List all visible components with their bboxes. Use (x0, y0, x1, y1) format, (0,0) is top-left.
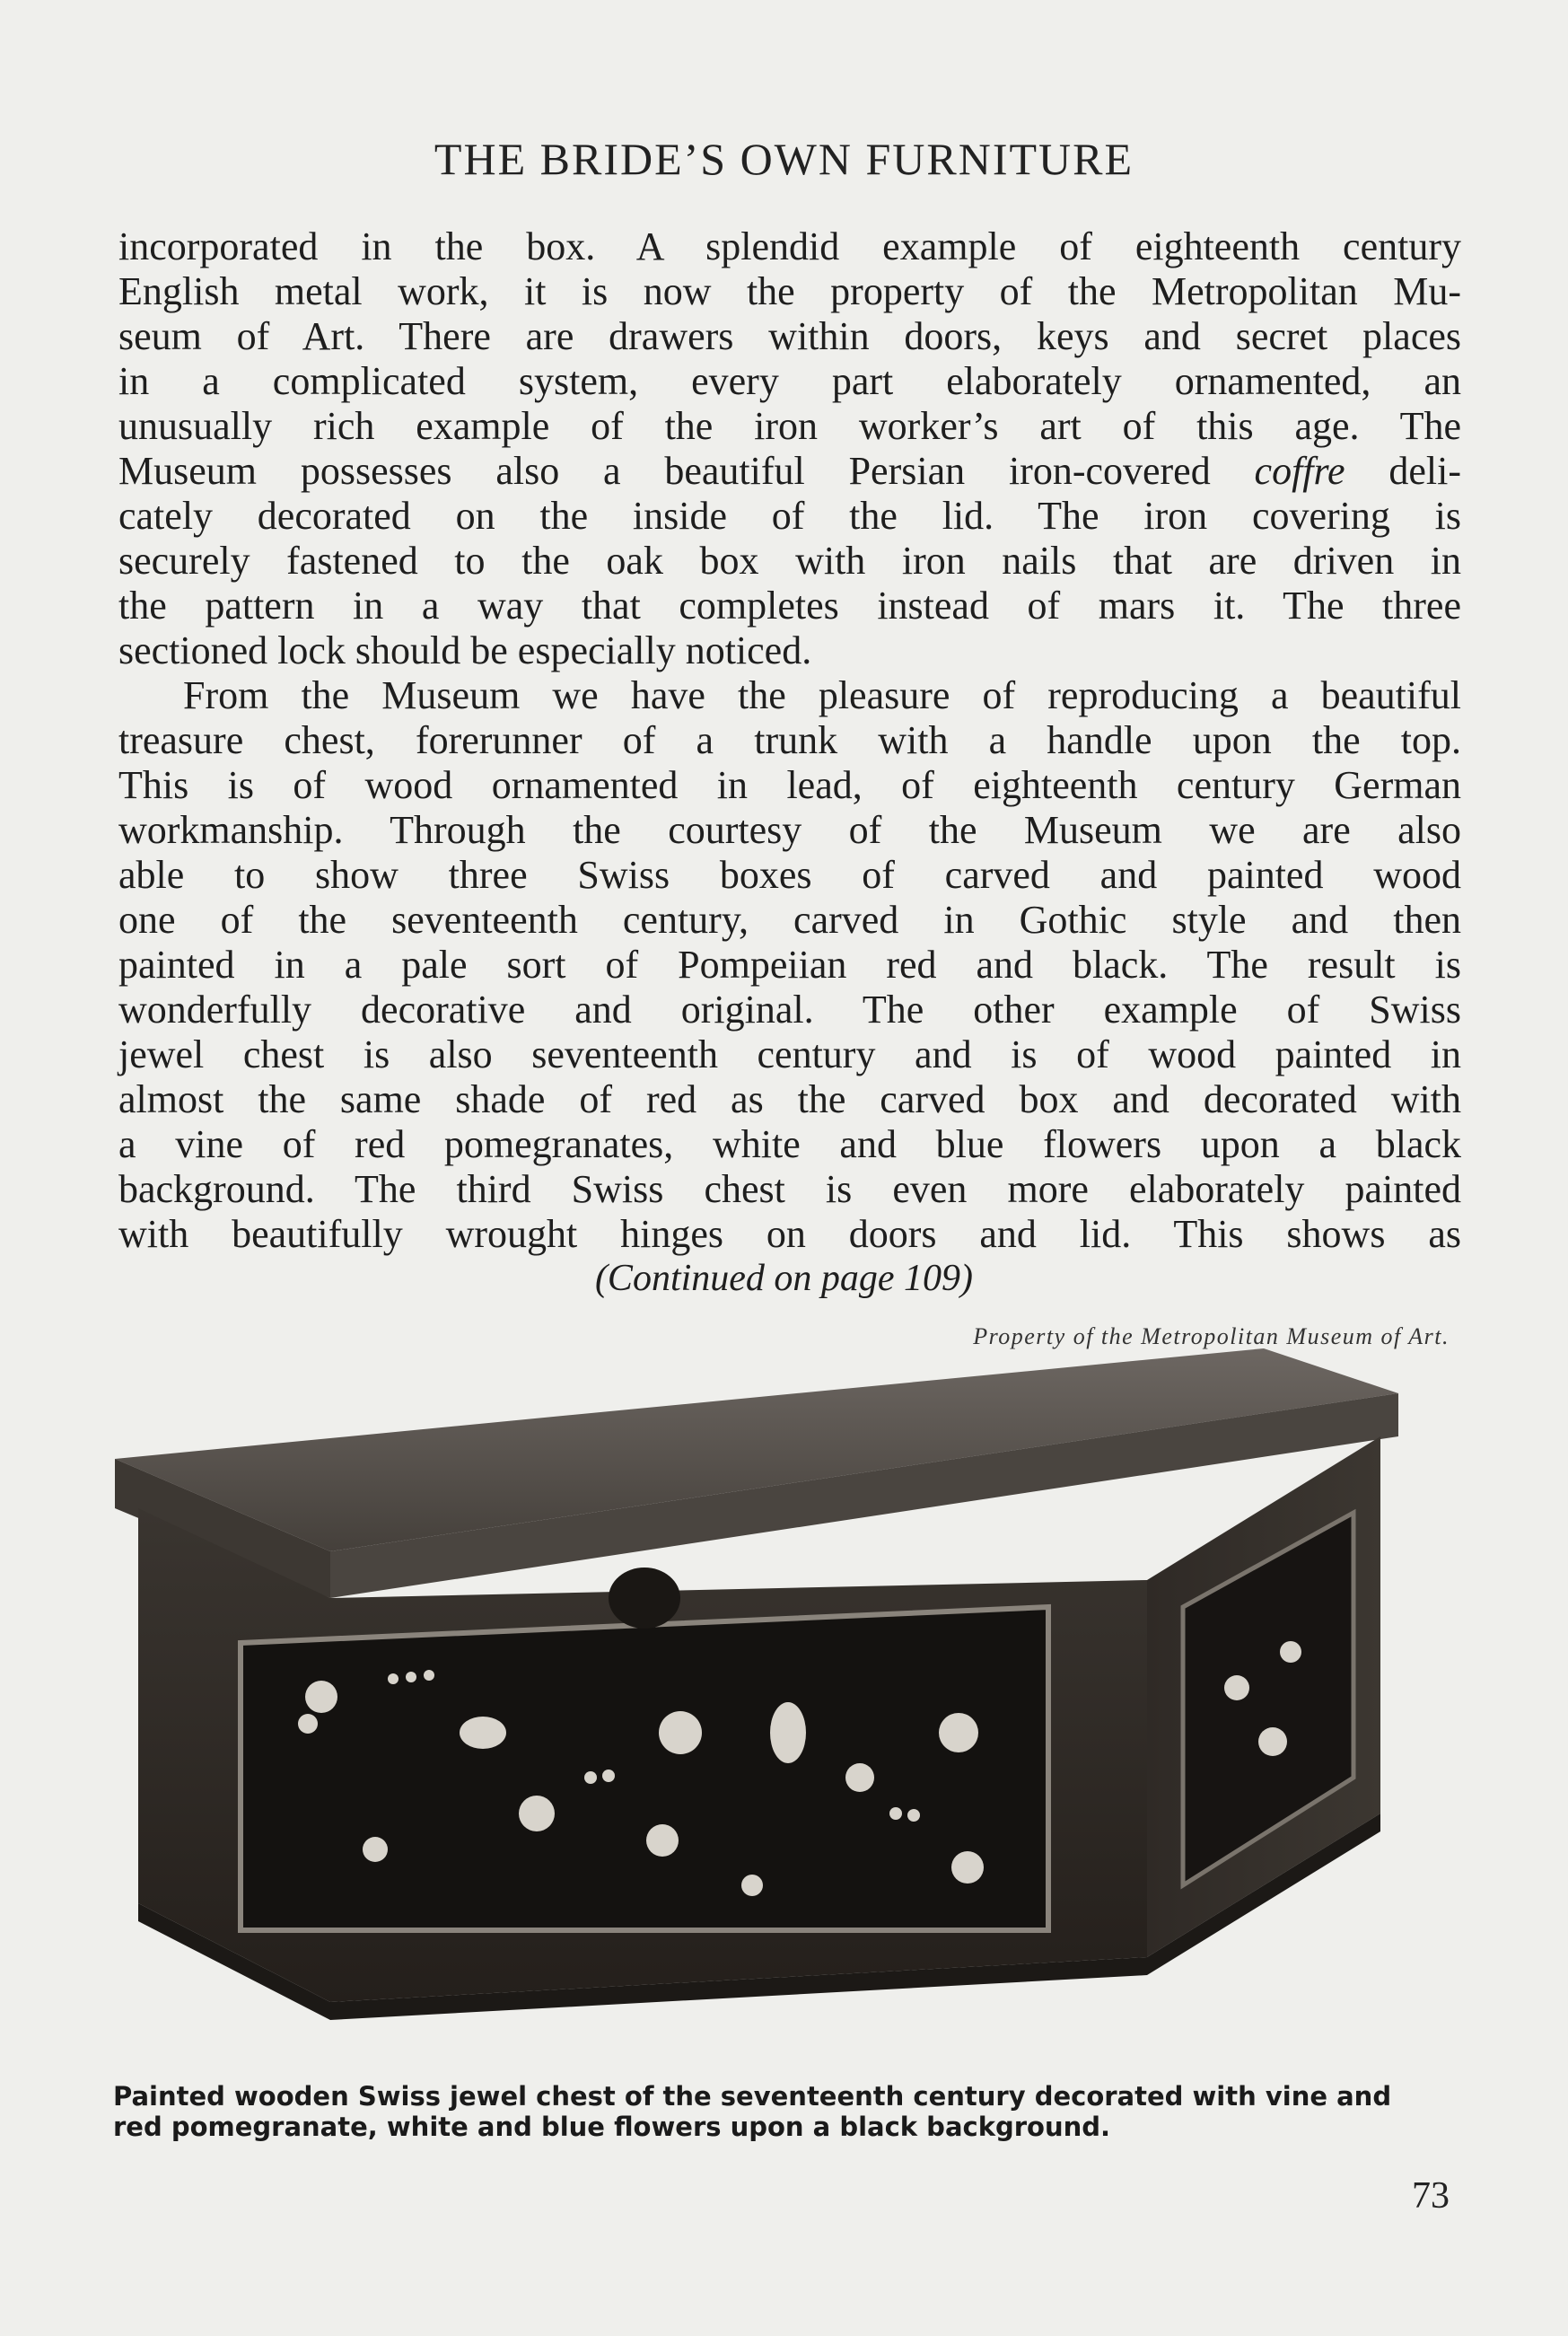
text-line: the pattern in a way that completes instead of mars it. The three (118, 584, 1461, 628)
text-line: sectioned lock should be especially noticed. (118, 628, 812, 672)
text-line: painted in a pale sort of Pompeiian red and black. The result is (118, 943, 1461, 987)
text-line: with beautifully wrought hinges on doors and lid. This shows as (118, 1212, 1461, 1256)
text-line: Museum possesses also a beautiful Persian iron-covered coffre deli- (118, 449, 1462, 493)
text-line: unusually rich example of the iron worker’s art of this age. The (118, 404, 1461, 448)
page-number: 73 (1412, 2175, 1450, 2217)
text-line: jewel chest is also seventeenth century and is of wood painted in (118, 1032, 1461, 1076)
text-line: able to show three Swiss boxes of carved and painted wood (118, 853, 1461, 897)
text-line: incorporated in the box. A splendid example of eighteenth century (118, 224, 1461, 268)
text-line: treasure chest, forerunner of a trunk with a handle upon the top. (118, 718, 1461, 762)
text-line: in a complicated system, every part elaborately ornamented, an (118, 359, 1461, 403)
caption-line: Painted wooden Swiss jewel chest of the seventeenth century decorated with vine and (113, 2081, 1392, 2112)
text-line: background. The third Swiss chest is even more elaborately painted (118, 1167, 1461, 1211)
text-line: wonderfully decorative and original. The other example of Swiss (118, 988, 1461, 1032)
text-line: From the Museum we have the pleasure of reproducing a beautiful (183, 673, 1461, 717)
continued-note: (Continued on page 109) (594, 1258, 974, 1299)
text-line: securely fastened to the oak box with iron nails that are driven in (118, 539, 1461, 583)
body-text (118, 224, 1461, 1257)
photo-credit: Property of the Metropolitan Museum of Art. (973, 1323, 1450, 1349)
lock-plate (609, 1568, 680, 1629)
caption-line: red pomegranate, white and blue flowers upon a black background. (113, 2112, 1111, 2142)
text-line: English metal work, it is now the property of the Metropolitan Mu- (118, 269, 1461, 313)
figure-caption (113, 2081, 1459, 2142)
running-head: THE BRIDE’S OWN FURNITURE (434, 134, 1134, 184)
text-line: This is of wood ornamented in lead, of eighteenth century German (118, 763, 1461, 807)
text-line: seum of Art. There are drawers within doors, keys and secret places (118, 314, 1461, 358)
text-line: workmanship. Through the courtesy of the Museum we are also (118, 808, 1461, 852)
text-line: one of the seventeenth century, carved in Gothic style and then (118, 898, 1461, 942)
text-line: almost the same shade of red as the carved box and decorated with (118, 1077, 1461, 1121)
text-line: a vine of red pomegranates, white and blue flowers upon a black (118, 1122, 1461, 1166)
painted-panel (241, 1607, 1048, 1930)
text-line: cately decorated on the inside of the lid. The iron covering is (118, 494, 1461, 538)
jewel-chest-photo (106, 1311, 1488, 2092)
